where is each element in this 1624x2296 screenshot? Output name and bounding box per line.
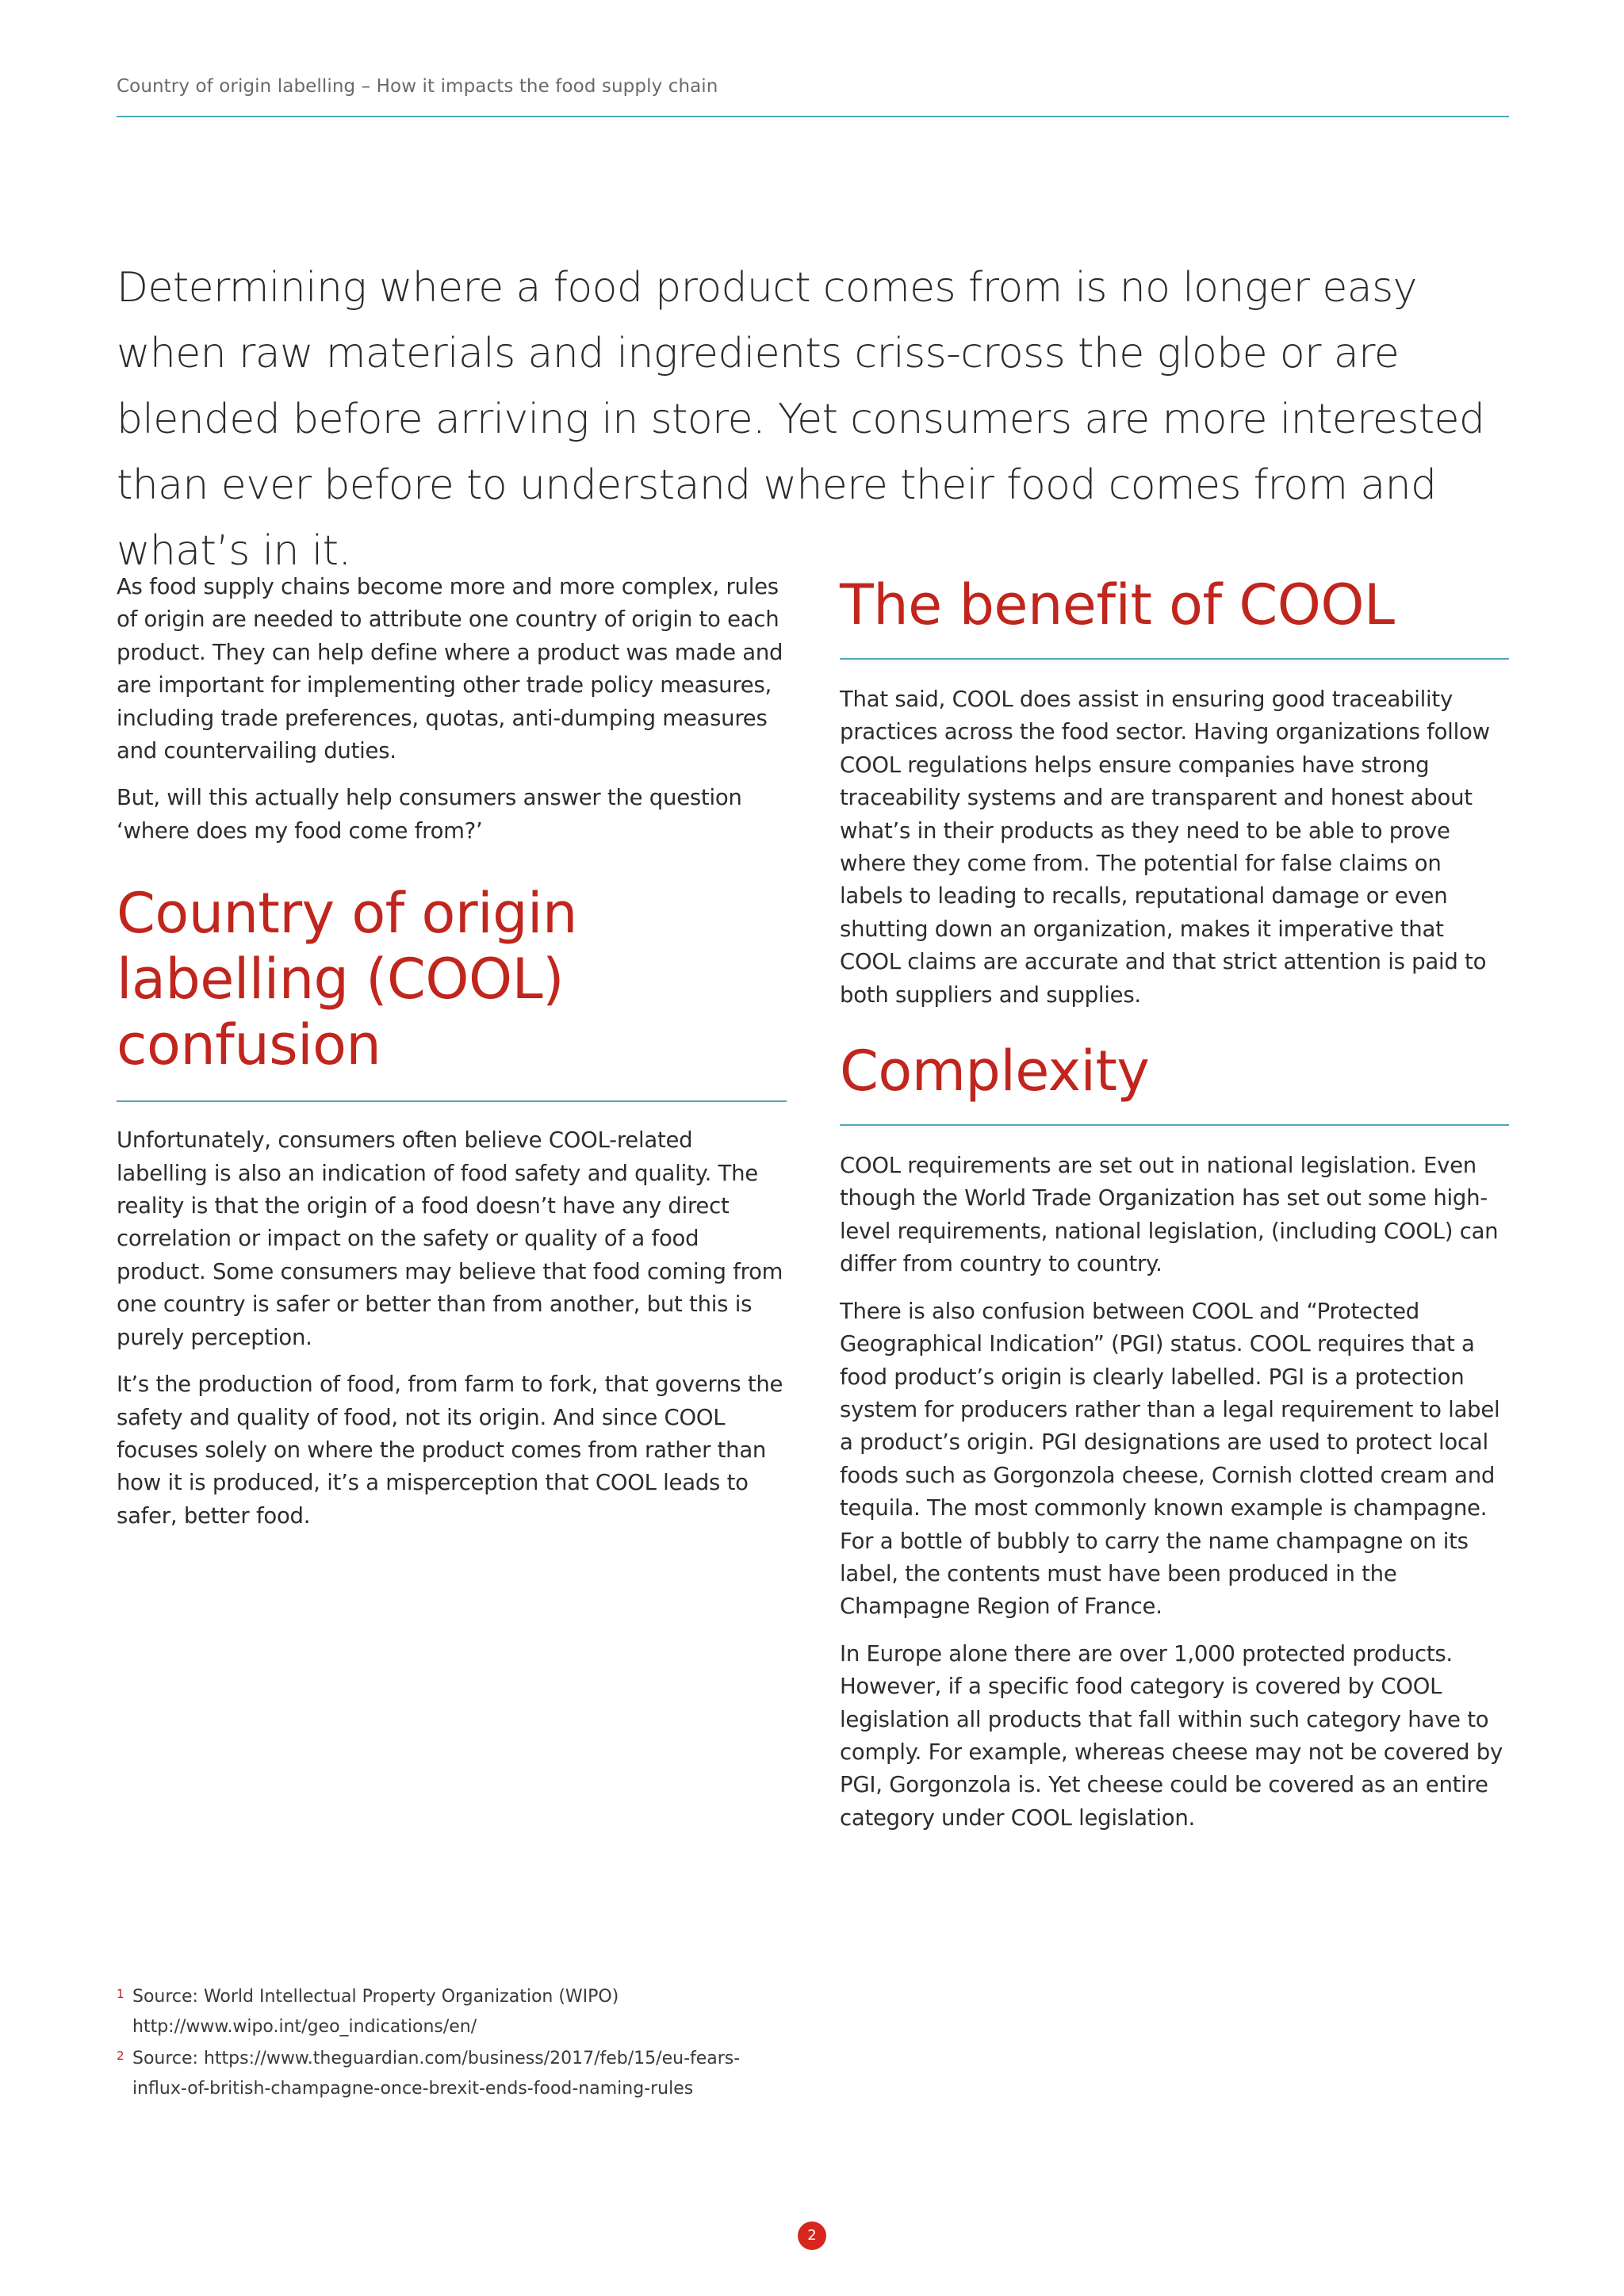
section-divider bbox=[840, 1124, 1509, 1126]
body-paragraph: Unfortunately, consumers often believe COOL-related labelling is also an indication of food safety and quality. The reality is that the origin of a food doesn’t have any direct correlation or impact on the safety or quality of a food product. Some consumers may believe that food coming from one country is safer or better than from another, but this is purely perception. bbox=[117, 1127, 783, 1350]
footnote-number: 2 bbox=[117, 2049, 124, 2063]
body-paragraph: COOL requirements are set out in national legislation. Even though the World Trade Organization has set out some high-level requirements, national legislation, (including COOL) can differ from country to country. bbox=[840, 1153, 1499, 1277]
footnote bbox=[117, 1982, 830, 2042]
page-number-badge: 2 bbox=[798, 2221, 826, 2250]
running-header: Country of origin labelling – How it impacts the food supply chain bbox=[117, 76, 718, 97]
section-heading-complexity: Complexity bbox=[840, 1039, 1150, 1104]
section-divider bbox=[117, 1100, 787, 1102]
left-column bbox=[117, 571, 787, 1547]
footnotes bbox=[117, 1982, 830, 2106]
body-paragraph: That said, COOL does assist in ensuring good traceability practices across the food sector. Having organizations follow COOL regulations helps ensure companies have strong traceability systems and are transparent and honest about what’s in their products as they need to be able to prove where they come from. The potential for false claims on labels to leading to recalls, reputational damage or even shutting down an organization, makes it imperative that COOL claims are accurate and that strict attention is paid to both suppliers and supplies. bbox=[840, 687, 1490, 1008]
body-paragraph: As food supply chains become more and more complex, rules of origin are needed to attribute one country of origin to each product. They can help define where a product was made and are important for implementing other trade policy measures, including trade preferences, quotas, anti-dumping measures and countervailing duties. bbox=[117, 574, 783, 764]
section-heading-benefit-of-cool: The benefit of COOL bbox=[840, 572, 1395, 637]
footnote bbox=[117, 2044, 830, 2104]
body-paragraph: It’s the production of food, from farm to fork, that governs the safety and quality of food, not its origin. And since COOL focuses solely on where the product comes from rather than how it is produced, it’s a misperception that COOL leads to safer, better food. bbox=[117, 1372, 783, 1529]
footnote-link-continued[interactable]: influx-of-british-champagne-once-brexit-ends-food-naming-rules bbox=[132, 2079, 694, 2099]
body-paragraph: But, will this actually help consumers answer the question ‘where does my food come from?’ bbox=[117, 785, 742, 844]
footnote-source: Source: World Intellectual Property Organization (WIPO) bbox=[132, 1987, 619, 2007]
footnote-number: 1 bbox=[117, 1987, 124, 2001]
footnote-link[interactable]: Source: https://www.theguardian.com/business/2017/feb/15/eu-fears- bbox=[132, 2049, 741, 2068]
section-divider bbox=[840, 658, 1509, 660]
intro-lead-paragraph: Determining where a food product comes from is no longer easy when raw materials and ingredients criss-cross the globe or are blended before arriving in store. Yet consumers are more interested than ever before to understand where their food comes from and what’s in it. bbox=[117, 264, 1485, 575]
header-divider bbox=[117, 116, 1509, 117]
section-heading-cool-confusion: Country of origin labelling (COOL) confusion bbox=[117, 881, 577, 1078]
body-paragraph: There is also confusion between COOL and “Protected Geographical Indication” (PGI) status. COOL requires that a food product’s origin is clearly labelled. PGI is a protection system for producers rather than a legal requirement to label a product’s origin. PGI designations are used to protect local foods such as Gorgonzola cheese, Cornish clotted cream and tequila. The most commonly known example is champagne. For a bottle of bubbly to carry the name champagne on its label, the contents must have been produced in the Champagne Region of France. bbox=[840, 1298, 1500, 1620]
body-paragraph: In Europe alone there are over 1,000 protected products. However, if a specific food category is covered by COOL legislation all products that fall within such category have to comply. For example, whereas cheese may not be covered by PGI, Gorgonzola is. Yet cheese could be covered as an entire category under COOL legislation. bbox=[840, 1640, 1503, 1831]
footnote-link[interactable]: http://www.wipo.int/geo_indications/en/ bbox=[132, 2017, 477, 2037]
right-column bbox=[840, 571, 1509, 1849]
